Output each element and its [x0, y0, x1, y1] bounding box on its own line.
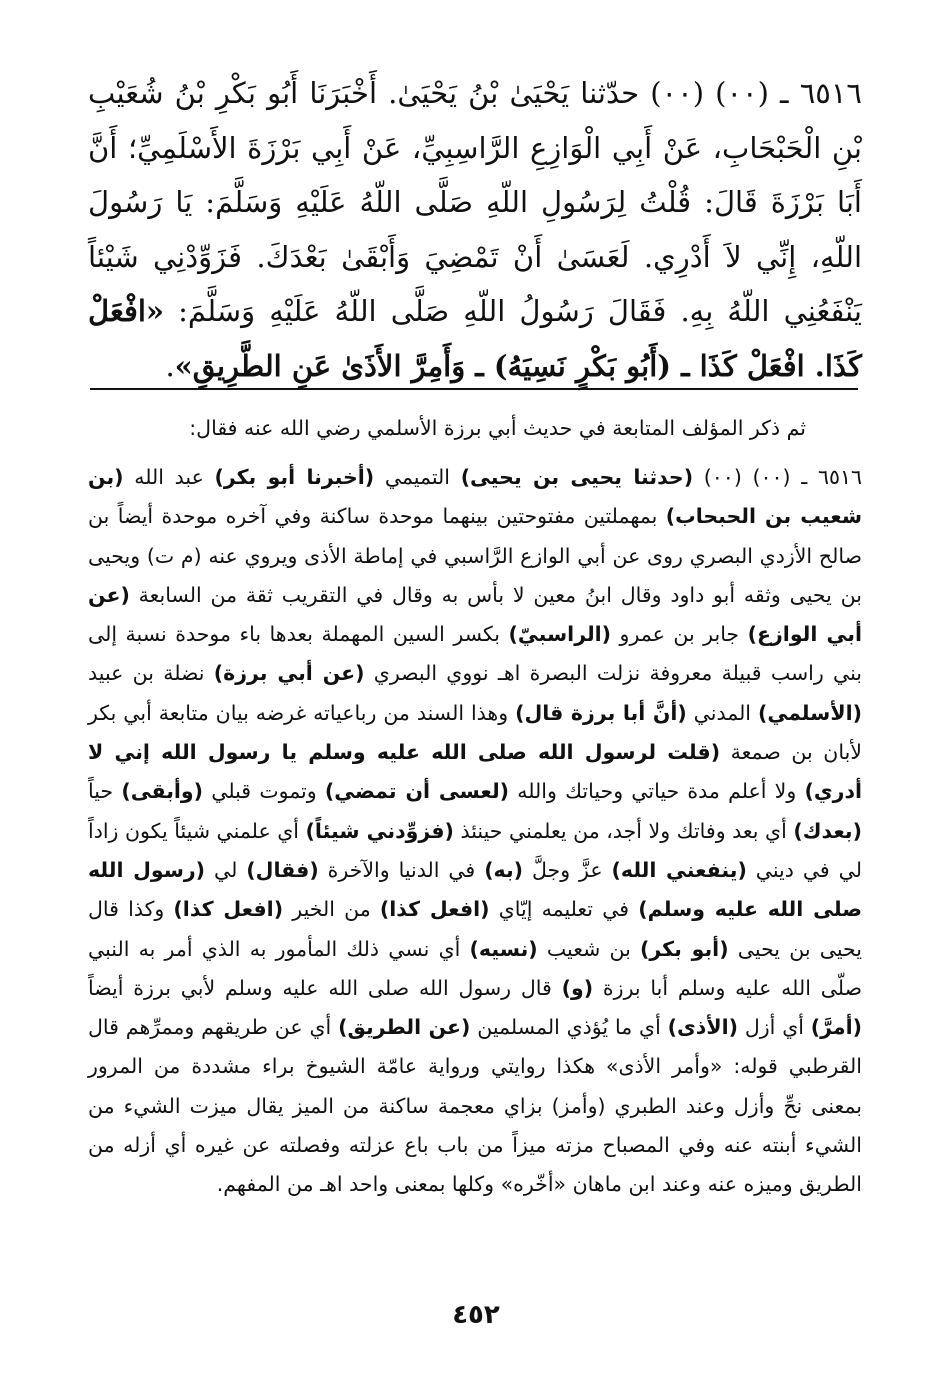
commentary-segment: التميمي — [374, 465, 461, 489]
commentary-quote: (فقال) — [246, 857, 319, 882]
commentary-quote: (عن أبي برزة) — [213, 661, 365, 686]
commentary-quote: (الراسبيّ) — [508, 622, 612, 647]
commentary-quote: (قلت لرسول الله صلى الله عليه وسلم يا رسول الله إني لا أدري) — [88, 740, 862, 804]
commentary-quote: (ينفعني الله) — [611, 857, 747, 882]
commentary-segment: لي — [205, 857, 247, 882]
commentary-segment: ولا أعلم مدة حياتي وحياتك والله — [509, 779, 805, 804]
commentary-segment: حياً — [88, 779, 122, 804]
commentary-segment: من الخير — [283, 897, 380, 922]
hadith-prophetic-saying: «افْعَلْ كَذَا. افْعَلْ كَذَا ـ (أَبُو بَكْرٍ نَسِيَهُ) ـ وَأَمِرَّ الأَذَىٰ عَنِ الطَّرِيقِ» — [88, 294, 862, 383]
commentary-segment: عزَّ وجلَّ — [523, 857, 612, 882]
page-number: ٤٥٢ — [452, 1300, 500, 1330]
commentary-quote: (الأذى) — [667, 1015, 738, 1040]
commentary-intro: ثم ذكر المؤلف المتابعة في حديث أبي برزة الأسلمي رضي الله عنه فقال: — [189, 416, 806, 440]
commentary-quote: (أمرَّ) — [810, 1015, 863, 1040]
commentary-segment: أي أزل — [737, 1015, 811, 1040]
commentary-quote: (الأسلمي) — [757, 700, 862, 725]
commentary-quote: (رسول الله صلى الله عليه وسلم) — [88, 857, 863, 922]
commentary-segment: في الدنيا والآخرة — [318, 857, 485, 882]
commentary-segment: أي بعد وفاتك ولا أجد، من يعلمني حينئذ — [453, 818, 794, 843]
commentary-segment: نضلة بن عبيد — [88, 661, 214, 686]
separator-line — [90, 388, 858, 390]
commentary-quote: (حدثنا يحيى بن يحيى) — [460, 465, 694, 489]
commentary-quote: (نسيه) — [469, 936, 538, 961]
commentary-segment: أي نسي ذلك المأمور به الذي أمر به النبي صلّى الله عليه وسلم أبا برزة — [88, 936, 862, 1000]
commentary-quote: (بن شعيب بن الحبحاب) — [88, 465, 862, 529]
commentary-quote: (لعسى أن تمضي) — [324, 779, 510, 804]
hadith-number: ٦٥١٦ ـ (٠٠) (٠٠) — [650, 76, 862, 110]
commentary-quote: (فزوِّدني شيئاً) — [305, 818, 454, 843]
commentary-quote: (أبو بكر) — [640, 936, 729, 961]
hadith-body: حدّثنا يَحْيَىٰ بْنُ يَحْيَىٰ. أَخْبَرَنَا أَبُو بَكْرِ بْنُ شُعَيْبِ بْنِ الْحَبْحَابِ، عَنْ أَبِي الْوَازِعِ الرَّاسِبِيِّ، عَنْ أَبِي بَرْزَةَ الأَسْلَمِيِّ؛ أَنَّ أَبَا بَرْزَةَ قَالَ: قُلْتُ لِرَسُولِ اللّهِ صَلَّى اللّهُ عَلَيْهِ وَسَلَّمَ: يَا رَسُولَ اللّهِ، إِنِّي لاَ أَدْرِي. لَعَسَىٰ أَنْ تَمْضِيَ وَأَبْقَىٰ بَعْدَكَ. فَزَوِّدْنِي شَيْئاً يَنْفَعُنِي اللّهُ بِهِ. فَقَالَ رَسُولُ اللّهِ صَلَّى اللّهُ عَلَيْهِ وَسَلَّمَ: — [88, 76, 862, 328]
commentary-segment: أي علمني شيئاً يكون زاداً لي في ديني — [88, 818, 862, 882]
hadith-end: . — [165, 348, 175, 383]
commentary-segment: أي عن طريقهم وممرِّهم قال القرطبي قوله: «وأمر الأذى» هكذا روايتي ورواية عامّة الشيوخ براء مشددة من المرور بمعنى نحِّ وأزل وعند الطبري (وأمز) بزاي معجمة ساكنة من الميز يقال ميزت الشيء من الشيء أبنته عنه وفي المصباح مزته ميزاً من باب باع عزلته وفصلته عن غيره أي أزله من الطريق وميزه عنه وعند ابن ماهان «أخّره» وكلها بمعنى واحد اهـ من المفهم. — [88, 1015, 862, 1197]
commentary-segment: بكسر السين المهملة بعدها باء موحدة نسبة إلى بني راسب قبيلة معروفة نزلت البصرة اهـ نووي البصري — [88, 622, 862, 686]
commentary-quote: (عن أبي الوازع) — [88, 582, 862, 647]
commentary-segment: قال رسول الله صلى الله عليه وسلم لأبي برزة أيضاً — [88, 975, 562, 1000]
commentary-segment: المدني — [686, 700, 758, 725]
commentary-quote: (به) — [484, 857, 524, 882]
commentary-segment: في تعليمه إيّاي — [489, 897, 639, 922]
commentary-quote: (عن الطريق) — [338, 1015, 471, 1040]
commentary-segment: أي ما يُؤذي المسلمين — [470, 1015, 668, 1040]
commentary-segment: جابر بن عمرو — [611, 622, 748, 647]
commentary-quote: (أخبرنا أبو بكر) — [214, 465, 375, 489]
commentary-segment: بن شعيب — [537, 936, 641, 961]
commentary-segment: عبد الله — [123, 465, 215, 489]
commentary-quote: (وأبقى) — [121, 779, 204, 804]
commentary-quote: (أنَّ أبا برزة قال) — [515, 700, 687, 725]
commentary-segment: وهذا السند من رباعياته غرضه بيان متابعة أبي بكر لأبان بن صمعة — [88, 700, 862, 765]
commentary-quote: (افعل كذا) — [173, 897, 284, 922]
commentary-segment: وتموت قبلي — [203, 779, 325, 804]
commentary-segment: بمهملتين مفتوحتين بينهما موحدة ساكنة وفي آخره موحدة أيضاً بن صالح الأزدي البصري روى عن أبي الوازع الرَّاسبي في إماطة الأذى ويروي عنه (م ت) ويحيى بن يحيى وثقه أبو داود وقال ابنُ معين لا بأس به وقال في التقريب ثقة من السابعة — [88, 504, 862, 607]
commentary-segment: ٦٥١٦ ـ (٠٠) (٠٠) — [693, 465, 862, 489]
hadith-text — [88, 66, 862, 393]
commentary-text — [88, 458, 862, 1205]
commentary-quote: (و) — [561, 975, 594, 1000]
commentary-quote: (بعدك) — [793, 818, 862, 843]
commentary-segment: وكذا قال يحيى بن يحيى — [88, 897, 862, 961]
commentary-quote: (افعل كذا) — [379, 897, 490, 922]
